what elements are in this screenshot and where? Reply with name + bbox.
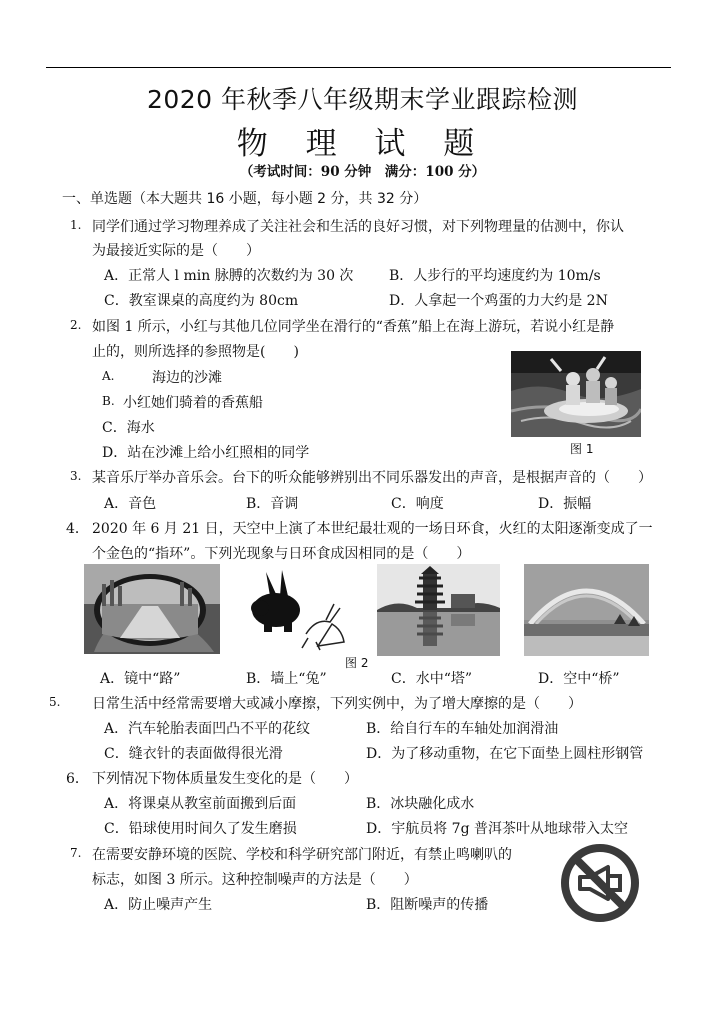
section-1-title: 一、单选题（本大题共 16 小题，每小题 2 分，共 32 分） — [62, 191, 428, 207]
q6-option-a: A．将课桌从教室前面搬到后面 — [104, 796, 297, 812]
q1-option-b: B．人步行的平均速度约为 10m/s — [389, 268, 601, 284]
figure-1-caption: 图 1 — [570, 442, 594, 456]
q1-number: 1. — [70, 218, 82, 232]
q3-option-c: C．响度 — [391, 496, 444, 512]
q7-option-a: A．防止噪声产生 — [104, 897, 213, 913]
figure-2c-tower-reflection — [377, 564, 500, 656]
q6-stem: 下列情况下物体质量发生变化的是（ ） — [92, 771, 358, 787]
figure-2-caption: 图 2 — [345, 656, 369, 670]
q5-option-a: A．汽车轮胎表面凹凸不平的花纹 — [104, 721, 311, 737]
q5-option-b: B．给自行车的车轴处加润滑油 — [366, 721, 559, 737]
q3-number: 3. — [70, 469, 82, 483]
q7-stem-line1: 在需要安静环境的医院、学校和科学研究部门附近，有禁止鸣喇叭的 — [92, 847, 512, 863]
figure-1-banana-boat — [511, 351, 641, 437]
exam-title: 2020 年秋季八年级期末学业跟踪检测 — [146, 85, 579, 114]
q4-option-b: B．墙上“兔” — [246, 671, 327, 687]
q6-option-c: C．铅球使用时间久了发生磨损 — [104, 821, 297, 837]
q3-option-d: D．振幅 — [538, 496, 592, 512]
q6-number: 6． — [66, 771, 89, 787]
q7-number: 7. — [70, 846, 82, 860]
q3-stem: 某音乐厅举办音乐会。台下的听众能够辨别出不同乐器发出的声音，是根据声音的（ ） — [92, 470, 652, 486]
q1-option-a: A．正常人 l min 脉膊的次数约为 30 次 — [104, 268, 354, 284]
q4-option-c: C．水中“塔” — [391, 671, 473, 687]
q2-option-a: 海边的沙滩 — [152, 370, 222, 386]
q4-option-d: D．空中“桥” — [538, 671, 620, 687]
q4-option-a: A．镜中“路” — [100, 671, 181, 687]
no-horn-sign-icon — [560, 843, 640, 923]
q3-option-a: A．音色 — [104, 496, 157, 512]
subject-title: 物 理 试 题 — [236, 126, 489, 162]
q3-option-b: B．音调 — [246, 496, 299, 512]
q7-stem-line2: 标志，如图 3 所示。这种控制噪声的方法是（ ） — [92, 872, 418, 888]
q6-option-d: D．宇航员将 7g 普洱茶叶从地球带入太空 — [366, 821, 628, 837]
figure-2b-hand-shadow — [236, 568, 354, 652]
top-rule — [46, 67, 671, 68]
figure-2a-mirror — [84, 564, 220, 654]
q2-option-d: D．站在沙滩上给小红照相的同学 — [102, 445, 310, 461]
q1-option-c: C．教室课桌的高度约为 80cm — [104, 293, 299, 309]
q2-stem-line2: 止的，则所选择的参照物是( ) — [92, 344, 299, 360]
q2-option-b: 小红她们骑着的香蕉船 — [123, 395, 263, 411]
q5-number: 5. — [49, 695, 61, 709]
q4-stem-line1: 2020 年 6 月 21 日，天空中上演了本世纪最壮观的一场日环食，火红的太阳逐渐变成了一 — [92, 521, 653, 537]
q1-option-d: D．人拿起一个鸡蛋的力大约是 2N — [389, 293, 608, 309]
exam-note: （考试时间：90 分钟 满分：100 分） — [239, 164, 486, 180]
q2-option-b-label: B. — [102, 394, 115, 408]
q4-stem-line2: 个金色的“指环”。下列光现象与日环食成因相同的是（ ） — [92, 546, 471, 562]
q1-stem-line2: 为最接近实际的是（ ） — [92, 243, 260, 259]
q5-option-c: C．缝衣针的表面做得很光滑 — [104, 746, 283, 762]
q6-option-b: B．冰块融化成水 — [366, 796, 475, 812]
q4-number: 4． — [66, 521, 89, 537]
q2-number: 2. — [70, 318, 82, 332]
q2-stem-line1: 如图 1 所示，小红与其他几位同学坐在滑行的“香蕉”船上在海上游玩，若说小红是静 — [92, 319, 615, 335]
q1-stem-line1: 同学们通过学习物理养成了关注社会和生活的良好习惯，对下列物理量的估测中，你认 — [92, 219, 624, 235]
figure-2d-rainbow — [524, 564, 649, 656]
q5-option-d: D．为了移动重物，在它下面垫上圆柱形钢管 — [366, 746, 644, 762]
q5-stem: 日常生活中经常需要增大或减小摩擦，下列实例中，为了增大摩擦的是（ ） — [92, 696, 582, 712]
q2-option-a-label: A. — [102, 369, 115, 383]
q2-option-c: C．海水 — [102, 420, 155, 436]
q7-option-b: B．阻断噪声的传播 — [366, 897, 489, 913]
